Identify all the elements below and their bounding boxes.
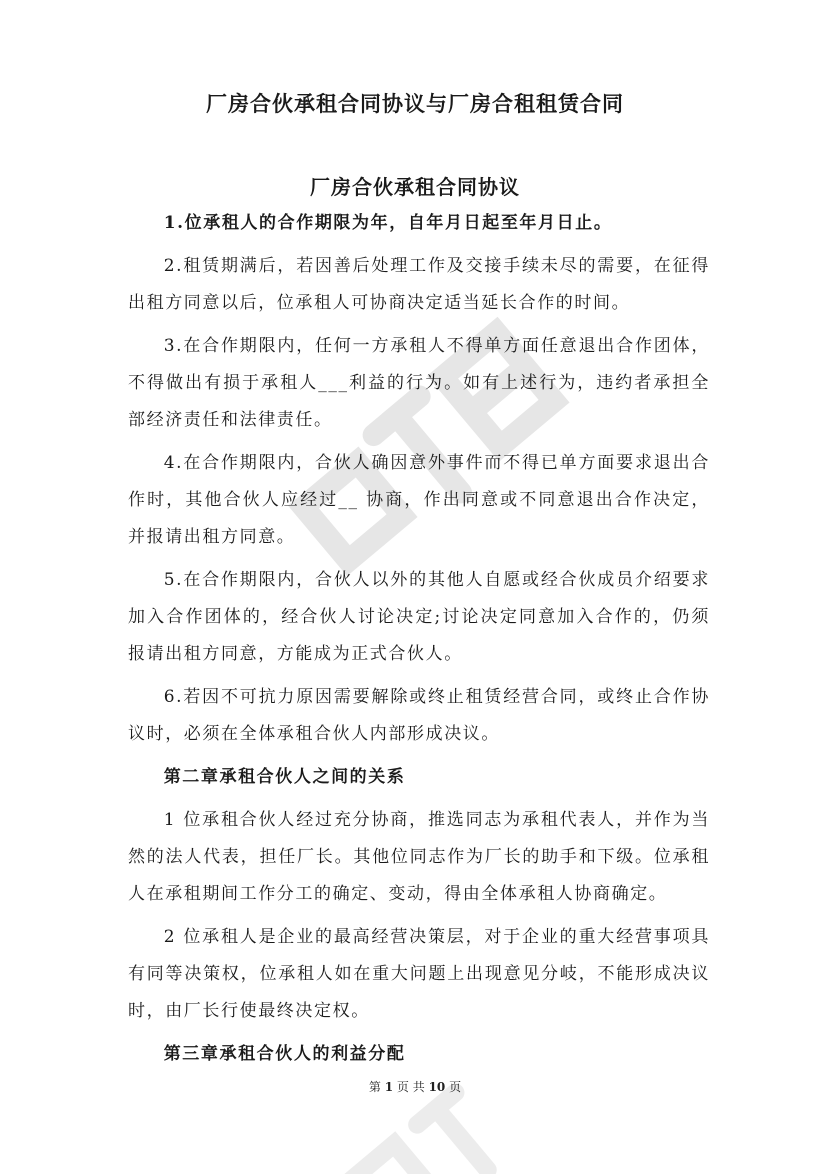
footer-page-number: 1 bbox=[384, 1080, 394, 1094]
document-title: 厂房合伙承租合同协议与厂房合租租赁合同 bbox=[206, 91, 624, 116]
footer-middle: 页 共 bbox=[396, 1080, 425, 1094]
clause-3: 3.在合作期限内，任何一方承租人不得单方面任意退出合作团体，不得做出有损于承租人___利益的行为。如有上述行为，违约者承担全部经济责任和法律责任。 bbox=[128, 336, 710, 430]
clause-1: 1.位承租人的合作期限为年，自年月日起至年月日止。 bbox=[163, 213, 613, 233]
chapter-2-clause-1: 1 位承租合伙人经过充分协商，推选同志为承租代表人，并作为当然的法人代表，担任厂长。其他位同志作为厂长的助手和下级。位承租人在承租期间工作分工的确定、变动，得由全体承租人协商确定。 bbox=[128, 810, 710, 904]
footer-suffix: 页 bbox=[449, 1080, 462, 1094]
chapter-2-clause-2: 2 位承租人是企业的最高经营决策层，对于企业的重大经营事项具有同等决策权，位承租人如在重大问题上出现意见分岐，不能形成决议时，由厂长行使最终决定权。 bbox=[128, 927, 710, 1021]
document-body bbox=[128, 205, 710, 1079]
clause-5: 5.在合作期限内，合伙人以外的其他人自愿或经合伙成员介绍要求加入合作团体的，经合伙人讨论决定;讨论决定同意加入合作的，仍须报请出租方同意，方能成为正式合伙人。 bbox=[128, 570, 710, 664]
footer-prefix: 第 bbox=[368, 1080, 381, 1094]
page-footer bbox=[0, 1078, 830, 1095]
clause-2: 2.租赁期满后，若因善后处理工作及交接手续未尽的需要，在征得出租方同意以后，位承租人可协商决定适当延长合作的时间。 bbox=[128, 256, 710, 313]
clause-6: 6.若因不可抗力原因需要解除或终止租赁经营合同，或终止合作协议时，必须在全体承租合伙人内部形成决议。 bbox=[128, 687, 710, 744]
chapter-2-heading: 第二章承租合伙人之间的关系 bbox=[163, 767, 406, 787]
clause-4: 4.在合作期限内，合伙人确因意外事件而不得已单方面要求退出合作时，其他合伙人应经过__ 协商，作出同意或不同意退出合作决定，并报请出租方同意。 bbox=[128, 453, 710, 547]
footer-total-pages: 10 bbox=[428, 1080, 446, 1094]
section-title: 厂房合伙承租合同协议 bbox=[310, 175, 520, 199]
chapter-3-heading: 第三章承租合伙人的利益分配 bbox=[163, 1044, 406, 1064]
